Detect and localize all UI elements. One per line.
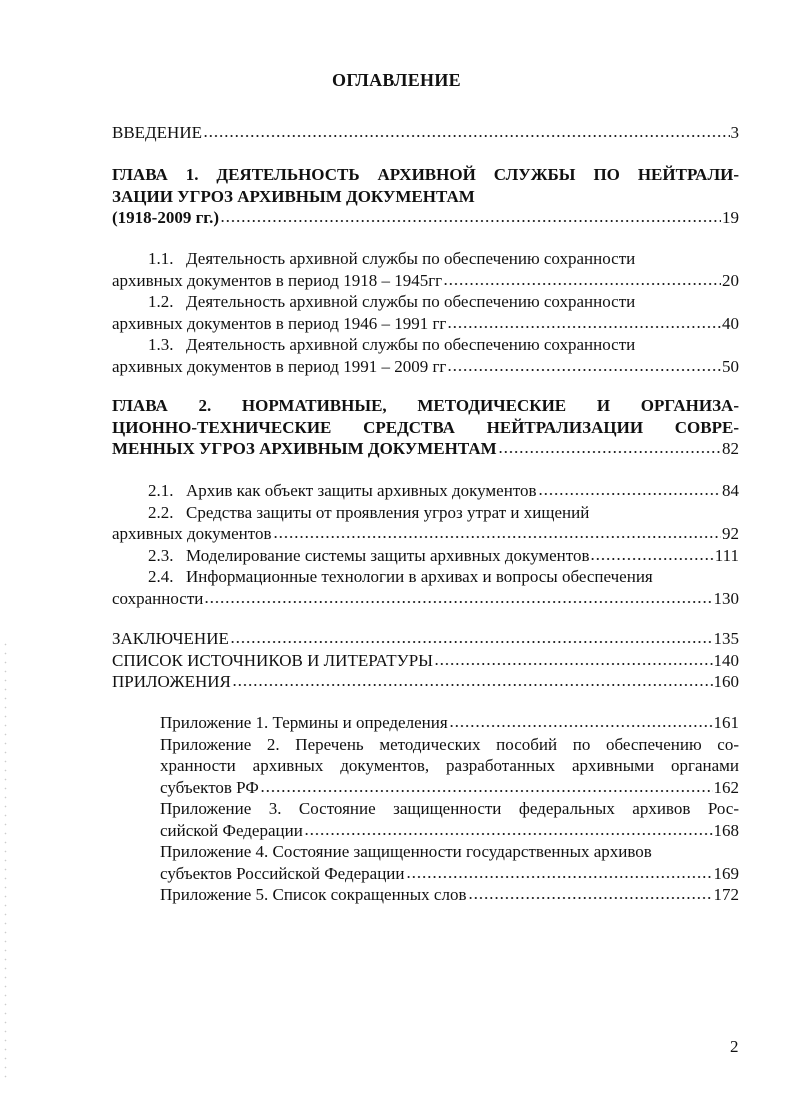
dot-leader: [203, 122, 730, 138]
section-number: 1.1.: [148, 249, 174, 268]
entry-label: СПИСОК ИСТОЧНИКОВ И ЛИТЕРАТУРЫ: [112, 650, 433, 670]
entry-line: Информационные технологии в архивах и вопросы обеспечения: [186, 567, 653, 586]
entry-page: 40: [722, 313, 739, 333]
toc-entry-appendix-5[interactable]: [160, 884, 739, 906]
entry-page: 50: [722, 356, 739, 376]
page-number: 2: [730, 1037, 739, 1056]
toc-entry-section-2-2[interactable]: [112, 502, 739, 545]
toc-entry-appendix-1[interactable]: [160, 712, 739, 734]
entry-page: 20: [722, 270, 739, 290]
entry-page: 130: [713, 588, 739, 608]
toc-entry-section-2-1[interactable]: [112, 480, 739, 502]
toc-entry-section-1-3[interactable]: [112, 334, 739, 377]
entry-label: ВВЕДЕНИЕ: [112, 123, 202, 142]
dot-leader: [443, 270, 721, 286]
entry-page: 168: [713, 820, 739, 840]
entry-page: 169: [713, 863, 739, 883]
entry-page: 82: [722, 439, 739, 458]
dot-leader: [232, 671, 713, 687]
entry-line: Деятельность архивной службы по обеспечению сохранности: [186, 292, 636, 311]
entry-line: ЗАЦИИ УГРОЗ АРХИВНЫМ ДОКУМЕНТАМ: [112, 186, 475, 206]
entry-line: ГЛАВА 2. НОРМАТИВНЫЕ, МЕТОДИЧЕСКИЕ И ОРГАНИЗА-: [112, 396, 739, 415]
scan-margin-noise: [4, 640, 7, 1080]
toc-entry-section-1-1[interactable]: [112, 248, 739, 291]
section-number: 1.3.: [148, 335, 174, 354]
entry-page: 84: [722, 481, 739, 500]
entry-page: 111: [714, 545, 739, 565]
dot-leader: [220, 207, 721, 223]
dot-leader: [447, 356, 721, 372]
section-number: 2.2.: [148, 502, 174, 522]
entry-page: 92: [722, 524, 739, 543]
entry-line: Моделирование системы защиты архивных документов: [186, 545, 590, 565]
toc-entry-section-2-3[interactable]: [112, 545, 739, 567]
dot-leader: [449, 712, 713, 728]
dot-leader: [538, 480, 721, 496]
entry-line: Деятельность архивной службы по обеспечению сохранности: [186, 335, 636, 354]
entry-label: ЗАКЛЮЧЕНИЕ: [112, 629, 229, 648]
entry-page: 3: [730, 123, 739, 142]
toc-entry-sources[interactable]: [112, 650, 739, 672]
dot-leader: [498, 438, 721, 454]
entry-line: субъектов РФ: [160, 777, 259, 797]
entry-line: Архив как объект защиты архивных документов: [186, 481, 537, 500]
dot-leader: [273, 523, 721, 539]
entry-line: Приложение 4. Состояние защищенности государственных архивов: [160, 842, 652, 861]
section-number: 2.3.: [148, 545, 174, 565]
entry-line: сийской Федерации: [160, 820, 303, 840]
entry-line: Средства защиты от проявления угроз утрат и хищений: [186, 502, 590, 522]
toc-sections-2: [112, 480, 739, 609]
entry-line: Приложение 2. Перечень методических пособий по обеспечению со-: [160, 734, 739, 754]
dot-leader: [204, 588, 712, 604]
entry-label: ПРИЛОЖЕНИЯ: [112, 672, 231, 691]
toc-entry-chapter-1[interactable]: [112, 164, 739, 229]
entry-page: 172: [713, 885, 739, 904]
toc-sections-1: [112, 248, 739, 377]
dot-leader: [590, 545, 713, 561]
entry-line: сохранности: [112, 588, 204, 608]
entry-label: МЕННЫХ УГРОЗ АРХИВНЫМ ДОКУМЕНТАМ: [112, 439, 497, 458]
entry-line: Деятельность архивной службы по обеспечению сохранности: [186, 249, 636, 268]
toc-back-matter: [112, 628, 739, 693]
entry-page: 135: [713, 629, 739, 648]
dot-leader: [434, 650, 713, 666]
dot-leader: [468, 884, 713, 900]
toc-entry-section-1-2[interactable]: [112, 291, 739, 334]
entry-label: (1918-2009 гг.): [112, 208, 220, 227]
toc-entry-chapter-2[interactable]: [112, 395, 739, 460]
dot-leader: [447, 313, 721, 329]
section-number: 2.1.: [148, 481, 174, 500]
entry-line: ГЛАВА 1. ДЕЯТЕЛЬНОСТЬ АРХИВНОЙ СЛУЖБЫ ПО НЕЙТРАЛИ-: [112, 165, 739, 184]
entry-line: Приложение 3. Состояние защищенности федеральных архивов Рос-: [160, 799, 739, 818]
entry-line: ЦИОННО-ТЕХНИЧЕСКИЕ СРЕДСТВА НЕЙТРАЛИЗАЦИИ СОВРЕ-: [112, 417, 739, 437]
entry-line: архивных документов: [112, 524, 272, 543]
dot-leader: [406, 863, 713, 879]
toc-entry-section-2-4[interactable]: [112, 566, 739, 609]
dot-leader: [230, 628, 713, 644]
section-number: 2.4.: [148, 567, 174, 586]
toc-appendix-list: [160, 712, 739, 906]
entry-line: хранности архивных документов, разработанных архивными органами: [160, 756, 739, 775]
entry-line: Приложение 1. Термины и определения: [160, 713, 448, 732]
entry-page: 19: [722, 208, 739, 227]
toc-title: ОГЛАВЛЕНИЕ: [332, 70, 461, 90]
entry-line: архивных документов в период 1946 – 1991 гг: [112, 313, 447, 333]
entry-page: 160: [713, 672, 739, 691]
entry-page: 161: [713, 713, 739, 732]
entry-line: архивных документов в период 1991 – 2009 гг: [112, 356, 447, 376]
entry-page: 140: [713, 650, 739, 670]
dot-leader: [304, 820, 713, 836]
toc-entry-appendix-2[interactable]: [160, 734, 739, 799]
entry-page: 162: [713, 777, 739, 797]
toc-entry-appendix-3[interactable]: [160, 798, 739, 841]
section-number: 1.2.: [148, 292, 174, 311]
entry-line: субъектов Российской Федерации: [160, 863, 405, 883]
dot-leader: [260, 777, 713, 793]
entry-line: Приложение 5. Список сокращенных слов: [160, 885, 467, 904]
toc-entry-appendices[interactable]: [112, 671, 739, 693]
toc-entry-appendix-4[interactable]: [160, 841, 739, 884]
entry-line: архивных документов в период 1918 – 1945гг: [112, 270, 443, 290]
toc-entry-conclusion[interactable]: [112, 628, 739, 650]
toc-entry-intro[interactable]: [112, 122, 739, 144]
